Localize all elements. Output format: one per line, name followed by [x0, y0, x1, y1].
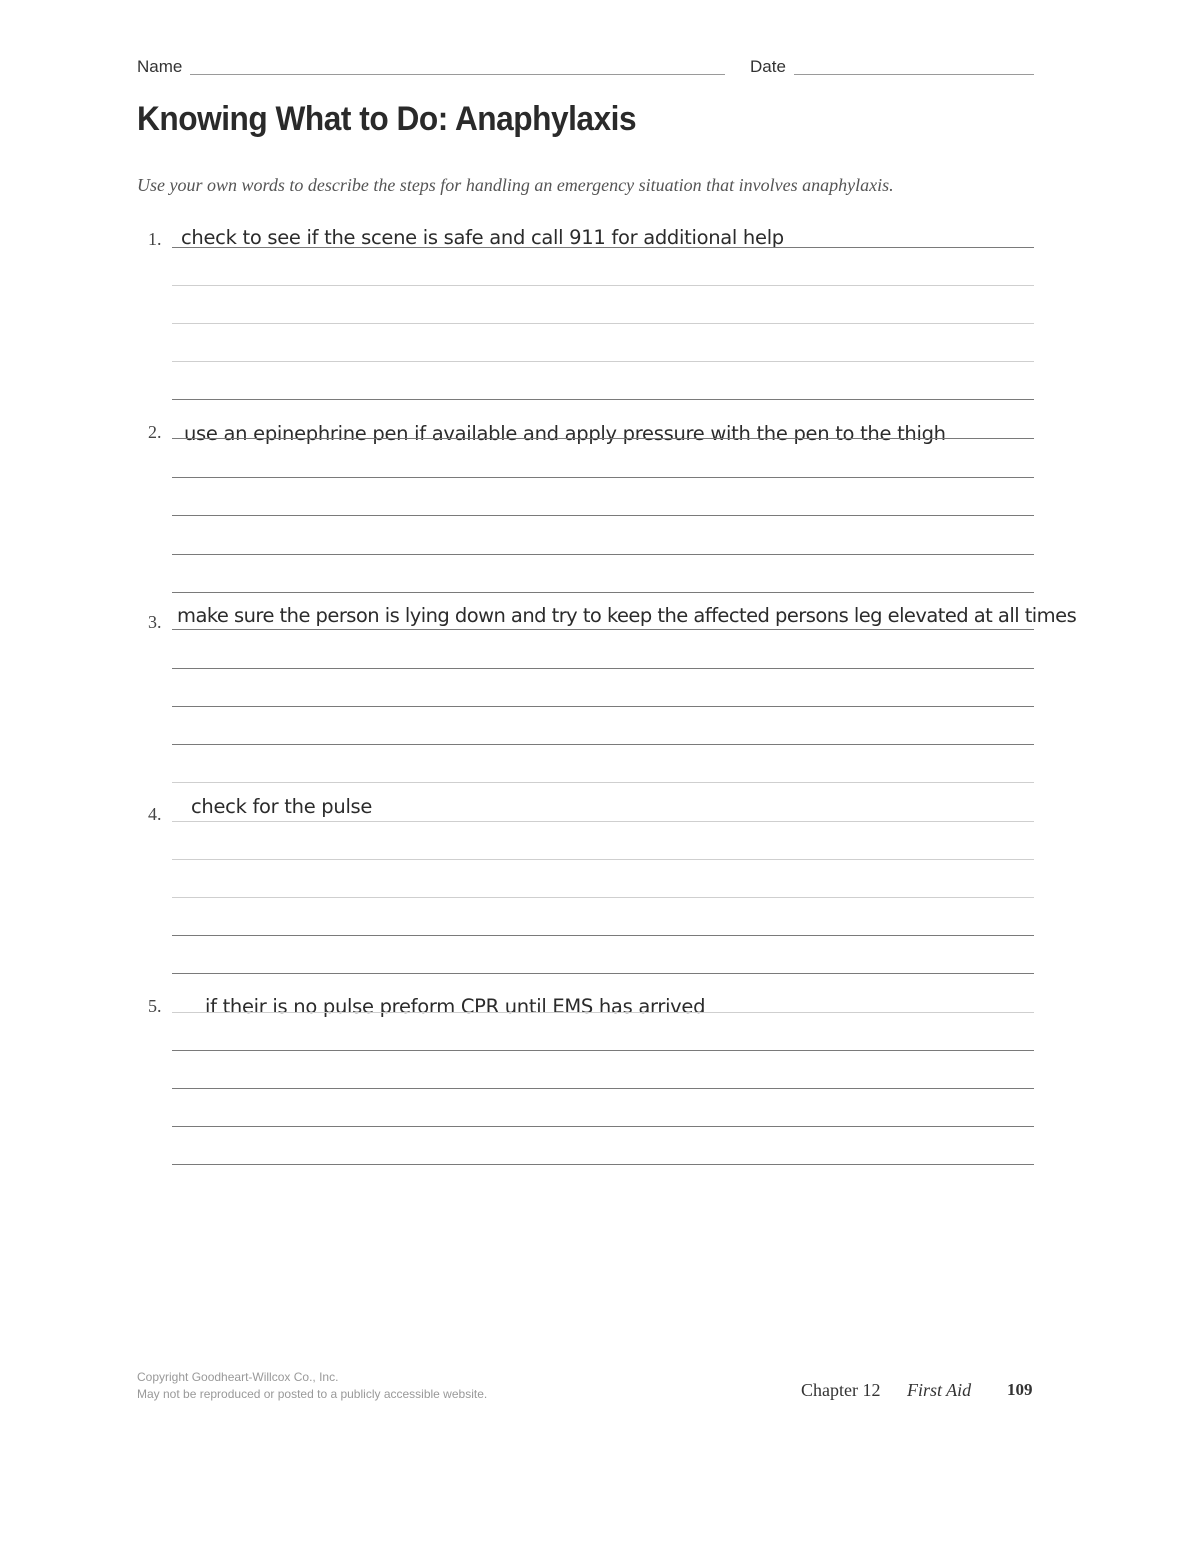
answer-line [172, 247, 1034, 248]
answer-3[interactable]: make sure the person is lying down and try to keep the affected persons leg elevated at all times [177, 604, 1077, 627]
answer-line [172, 935, 1034, 936]
answer-line [172, 744, 1034, 745]
answer-line [172, 1012, 1034, 1013]
question-number-2: 2. [148, 422, 162, 442]
answer-line [172, 592, 1034, 593]
answer-line [172, 668, 1034, 669]
answer-line [172, 1088, 1034, 1089]
page-title: Knowing What to Do: Anaphylaxis [137, 100, 637, 138]
date-label: Date [750, 57, 786, 76]
date-field[interactable] [794, 74, 1034, 75]
chapter-title: First Aid [907, 1380, 972, 1400]
copyright-text: Copyright Goodheart-Willcox Co., Inc. [137, 1370, 339, 1384]
question-number-4: 4. [148, 804, 162, 824]
name-field[interactable] [190, 74, 725, 75]
answer-line [172, 323, 1034, 324]
answer-2[interactable]: use an epinephrine pen if available and apply pressure with the pen to the thigh [184, 422, 946, 445]
answer-line [172, 515, 1034, 516]
question-number-3: 3. [148, 612, 162, 632]
chapter-label: Chapter 12 [801, 1380, 881, 1400]
copyright-notice: May not be reproduced or posted to a publicly accessible website. [137, 1387, 488, 1401]
question-number-5: 5. [148, 996, 162, 1016]
answer-5[interactable]: if their is no pulse preform CPR until EMS has arrived [205, 995, 706, 1018]
answer-line [172, 361, 1034, 362]
answer-line [172, 1164, 1034, 1165]
answer-line [172, 821, 1034, 822]
question-number-1: 1. [148, 229, 162, 249]
answer-4[interactable]: check for the pulse [191, 795, 373, 818]
answer-1[interactable]: check to see if the scene is safe and call 911 for additional help [181, 226, 784, 249]
instructions: Use your own words to describe the steps for handling an emergency situation that involves anaphylaxis. [137, 175, 894, 195]
answer-line [172, 782, 1034, 783]
answer-line [172, 973, 1034, 974]
answer-line [172, 438, 1034, 439]
answer-line [172, 859, 1034, 860]
name-label: Name [137, 57, 183, 76]
answer-line [172, 706, 1034, 707]
answer-line [172, 477, 1034, 478]
page-number: 109 [1007, 1380, 1033, 1399]
answer-line [172, 629, 1034, 630]
answer-line [172, 285, 1034, 286]
answer-line [172, 897, 1034, 898]
answer-line [172, 399, 1034, 400]
answer-line [172, 1050, 1034, 1051]
answer-line [172, 554, 1034, 555]
answer-line [172, 1126, 1034, 1127]
